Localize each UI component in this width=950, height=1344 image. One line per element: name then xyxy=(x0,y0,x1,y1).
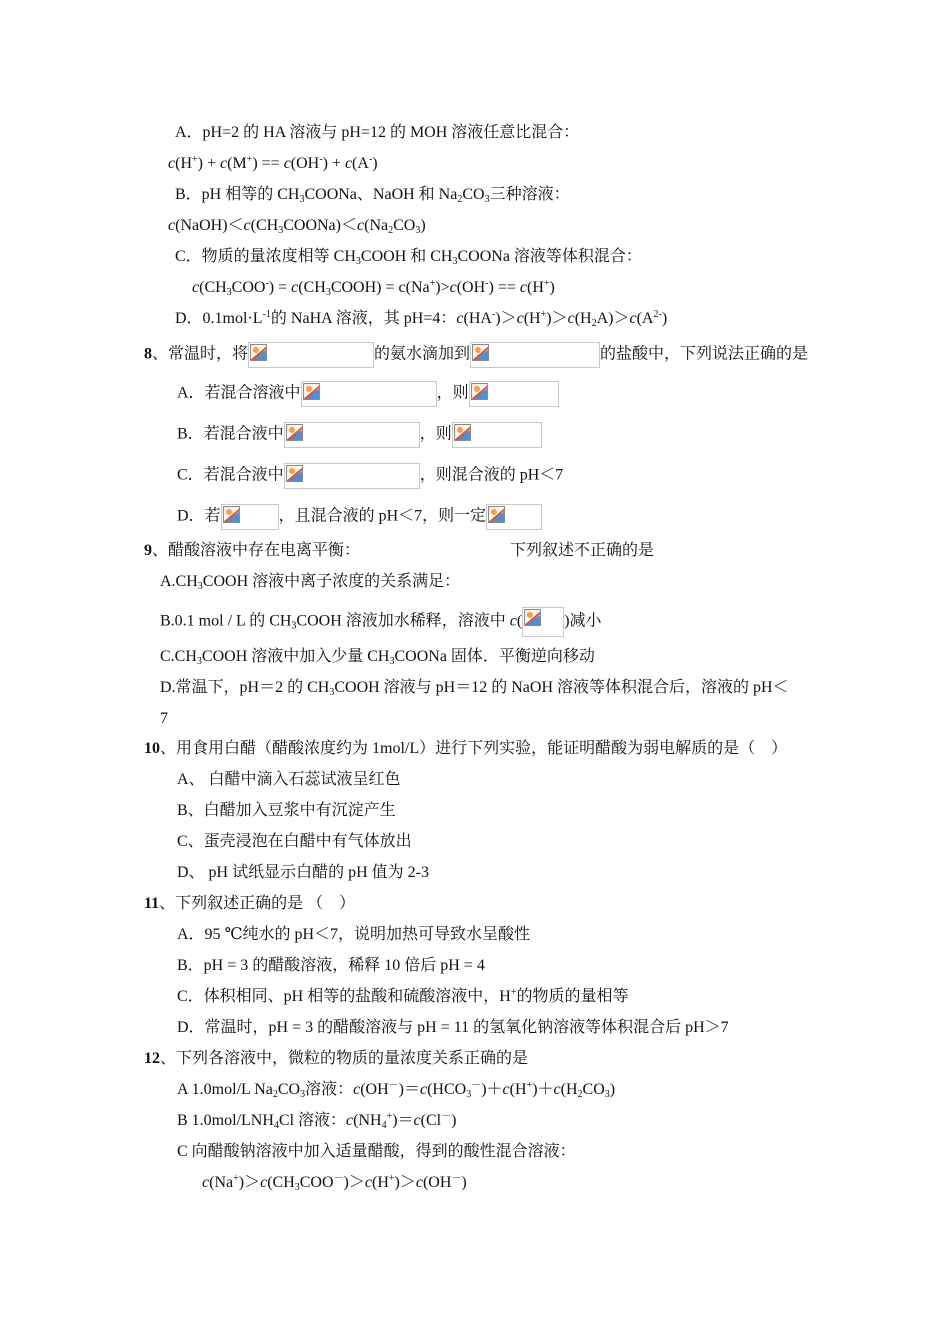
q9-stem: 9、醋酸溶液中存在电离平衡： 下列叙述不正确的是 xyxy=(144,542,655,559)
broken-image-icon xyxy=(221,504,279,530)
broken-image-icon xyxy=(301,381,437,407)
q11-option-c: C．体积相同、pH 相等的盐酸和硫酸溶液中，H+的物质的量相等 xyxy=(177,987,629,1005)
q12-option-a: A 1.0mol/L $Na_2CO_3$溶液：$c(OH^-)=c(HCO_3^-)+c(H^+)+c(H_2CO_3)$ xyxy=(177,1080,616,1100)
prev-option-c: C．物质的量浓度相等 $CH_3COOH$ 和 $CH_3COONa$ 溶液等体积混合： xyxy=(175,248,642,267)
q8-option-c: C．若混合液中 ，则混合液的 pH＜7 xyxy=(177,463,563,489)
broken-image-icon xyxy=(248,342,374,368)
q9-option-b: B.0.1 mol / L 的 $CH_3COOH$ 溶液加水稀释，溶液中 c( )减小 xyxy=(160,607,602,637)
broken-image-icon xyxy=(469,381,559,407)
q9-option-d: D.常温下，pH＝2 的 $CH_3COOH$ 溶液与 pH＝12 的 NaOH 溶液等体积混合后，溶液的 pH＜ xyxy=(160,679,789,698)
q9-option-c: $C.CH_3COOH$ 溶液中加入少量 $CH_3COONa$ 固体．平衡逆向移动 xyxy=(160,648,595,667)
broken-image-icon xyxy=(284,463,420,489)
q11-option-d: D．常温时，pH = 3 的醋酸溶液与 pH = 11 的氢氧化钠溶液等体积混合后 pH＞7 xyxy=(177,1019,729,1036)
prev-option-d: D．$0.1mol\cdot L^{-1}$的 NaHA 溶液，其 pH=4：$c(HA^-)>c(H^+)>c(H_2A)>c(A^{2-})$ xyxy=(175,309,668,329)
q12-stem: 12、下列各溶液中，微粒的物质的量浓度关系正确的是 xyxy=(144,1050,529,1067)
prev-option-b-formula: $c(NaOH)<c(CH_3COONa)<c(Na_2CO_3)$ xyxy=(168,217,426,236)
q12-option-b: B $1.0mol/LNH_4Cl$ 溶液：$c(NH_4^+)=c(Cl^-)$ xyxy=(177,1111,457,1131)
q11-stem: 11、下列叙述正确的是 （ ） xyxy=(144,895,356,912)
q10-option-c: C、蛋壳浸泡在白醋中有气体放出 xyxy=(177,833,412,850)
q11-option-a: A．95 ℃纯水的 pH＜7，说明加热可导致水呈酸性 xyxy=(177,926,531,943)
q10-option-b: B、白醋加入豆浆中有沉淀产生 xyxy=(177,802,396,819)
q10-option-a: A、 白醋中滴入石蕊试液呈红色 xyxy=(177,771,401,788)
q8-option-b: B．若混合液中 ，则 xyxy=(177,422,542,448)
q10-option-d: D、 pH 试纸显示白醋的 pH 值为 2-3 xyxy=(177,864,429,881)
prev-option-b: B．pH 相等的 $CH_3COONa$、NaOH 和 $Na_2CO_3$三种溶液： xyxy=(175,186,570,205)
q10-stem: 10、用食用白醋（醋酸浓度约为 1mol/L）进行下列实验，能证明醋酸为弱电解质的是（ ） xyxy=(144,740,788,757)
q8-option-a: A．若混合溶液中 ，则 xyxy=(177,381,559,407)
q12-option-c: C 向醋酸钠溶液中加入适量醋酸，得到的酸性混合溶液： xyxy=(177,1143,576,1160)
broken-image-icon xyxy=(284,422,420,448)
broken-image-icon xyxy=(470,342,600,368)
q8-stem: 8、常温时，将 的氨水滴加到 的盐酸中，下列说法正确的是 xyxy=(144,342,808,368)
broken-image-icon xyxy=(486,504,542,530)
broken-image-icon xyxy=(452,422,542,448)
q9-option-d-wrap: 7 xyxy=(160,710,168,727)
q12-option-c-formula: $c(Na^+)>c(CH_3COO^-)>c(H^+)>c(OH^-)$ xyxy=(202,1173,467,1193)
broken-image-icon xyxy=(522,607,564,637)
prev-option-a: A．pH=2 的 HA 溶液与 pH=12 的 MOH 溶液任意比混合： xyxy=(175,124,580,141)
prev-option-c-formula: $c(CH_3COO^-)$ = $c(CH_3COOH) = c(Na^+)>c(OH^-) == c(H^+)$ xyxy=(192,278,555,298)
q11-option-b: B．pH = 3 的醋酸溶液，稀释 10 倍后 pH = 4 xyxy=(177,957,485,974)
prev-option-a-formula: c(H+) + c(M+) == c(OH-) + c(A-) xyxy=(168,154,378,172)
q8-option-d: D．若 ，且混合液的 pH＜7，则一定 xyxy=(177,504,542,530)
q9-option-a: $A.CH_3COOH$ 溶液中离子浓度的关系满足： xyxy=(160,573,461,592)
